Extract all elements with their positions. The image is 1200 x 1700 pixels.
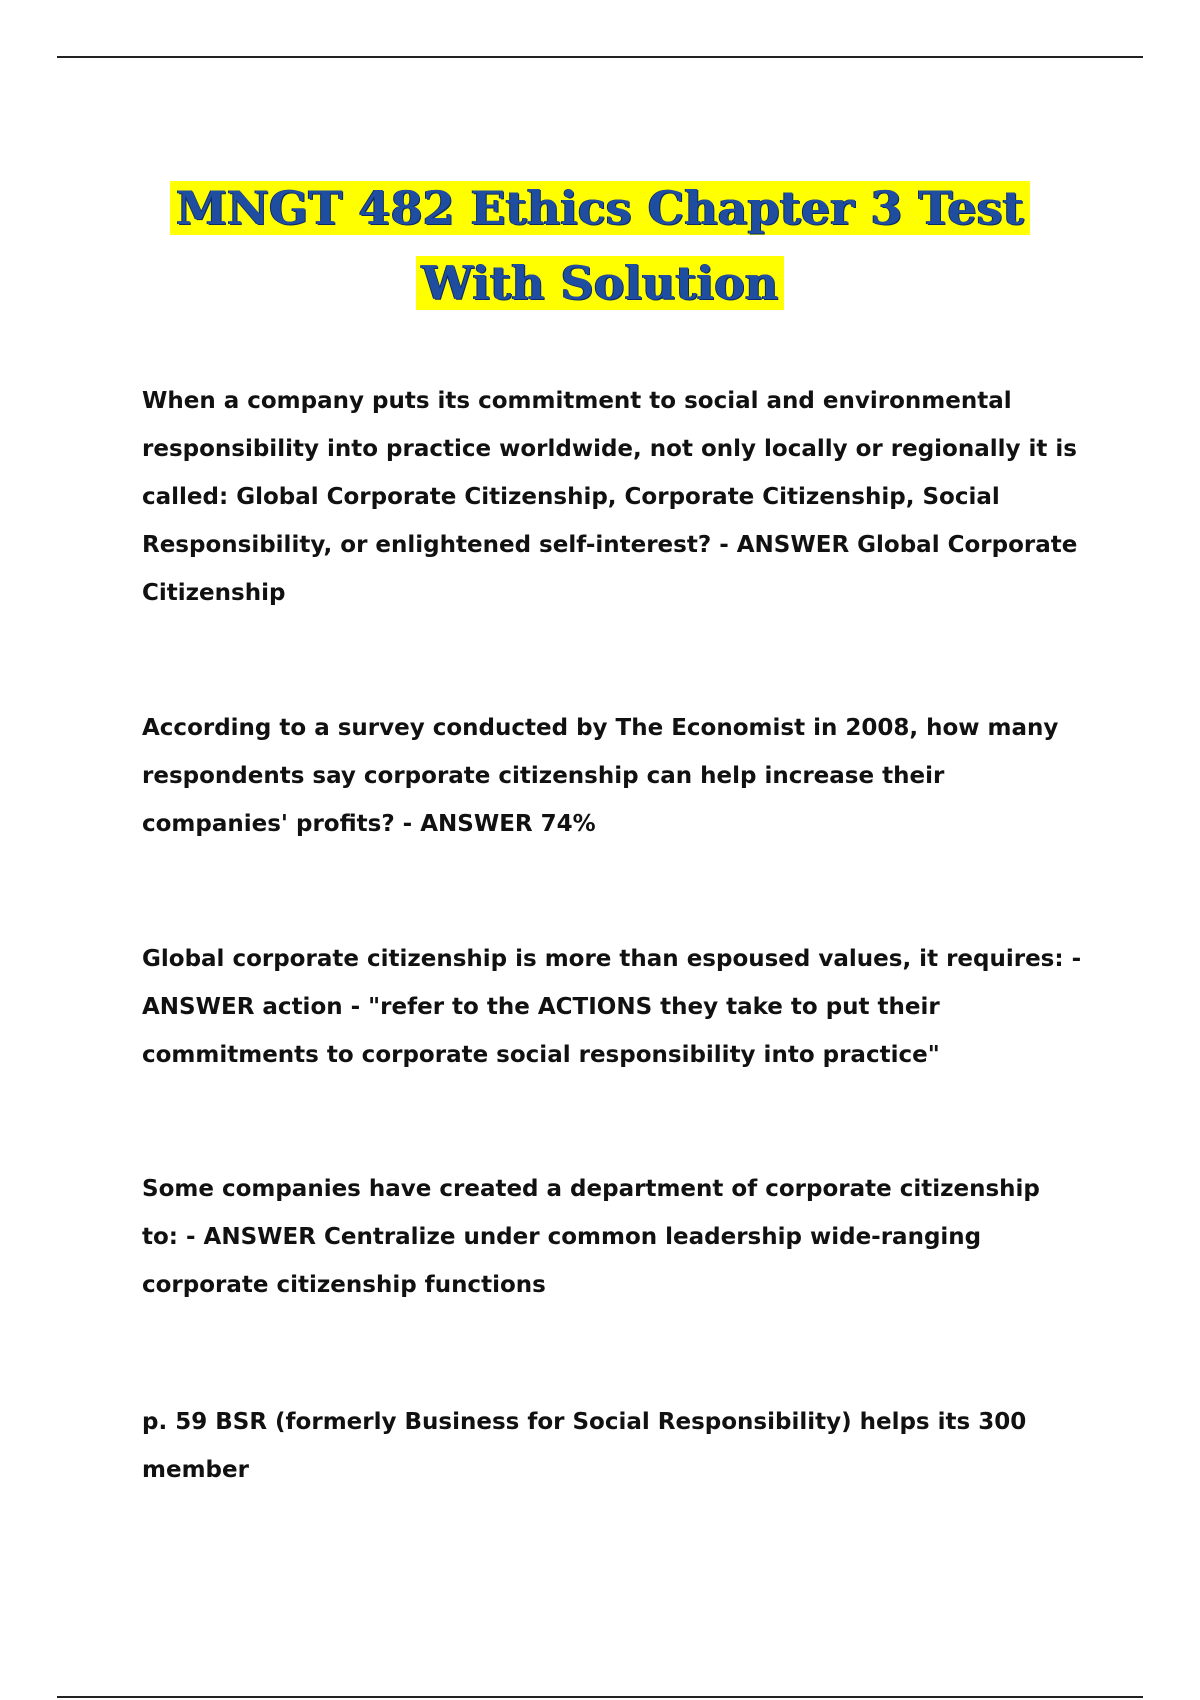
bottom-rule xyxy=(57,1696,1143,1698)
question-answer-1: When a company puts its commitment to social and environmental responsibility into practice worldwide, not only locally or regionally it is called: Global Corporate Citizenship, Corporate Citizenship, Social Responsibility, or enlightened self-interest? - ANSWER Global Corporate Citizenship xyxy=(142,388,1078,606)
question-answer-4: Some companies have created a department of corporate citizenship to: - ANSWER Centralize under common leadership wide-ranging corporate citizenship functions xyxy=(142,1176,1040,1298)
document-title xyxy=(100,171,1100,321)
question-answer-2: According to a survey conducted by The Economist in 2008, how many respondents say corporate citizenship can help increase their companies' profits? - ANSWER 74% xyxy=(142,715,1059,837)
title-line-1 xyxy=(100,171,1100,246)
question-answer-3: Global corporate citizenship is more than espoused values, it requires: - ANSWER action - "refer to the ACTIONS they take to put their commitments to corporate social responsibility into practice" xyxy=(142,946,1082,1068)
title-line-2 xyxy=(100,246,1100,321)
title-line-2-text: With Solution xyxy=(416,256,785,310)
top-rule xyxy=(57,56,1143,58)
question-answer-5: p. 59 BSR (formerly Business for Social Responsibility) helps its 300 member xyxy=(142,1409,1027,1483)
title-line-1-text: MNGT 482 Ethics Chapter 3 Test xyxy=(170,181,1030,235)
